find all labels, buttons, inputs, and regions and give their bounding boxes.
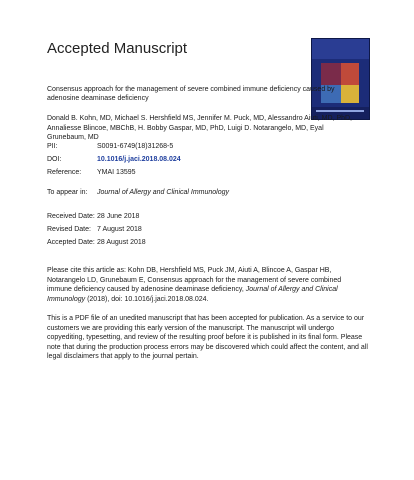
journal-name: Journal of Allergy and Clinical Immunology [97, 189, 230, 196]
cover-journal-logo [320, 44, 360, 54]
revised-label: Revised Date: [47, 226, 91, 233]
disclaimer-paragraph: This is a PDF file of an unedited manuscript that has been accepted for publication. As a service to our customers we are providing this early version of the manuscript. The manuscript will undergo copyediting, typesetting, and review of the resulting proof before it is published in its final form. Please note that during the production process errors may be discovered which could affect the content, and all legal disclaimers that apply to the journal pertain. [47, 315, 368, 360]
appear-label: To appear in: [47, 189, 88, 196]
cover-figure [341, 85, 359, 103]
received-date: 28 June 2018 [97, 213, 140, 220]
citation-paragraph [47, 266, 367, 304]
citation-text: Please cite this article as: Kohn DB, Hershfield MS, Puck JM, Aiuti A, Blincoe A, Gaspar HB, Notarangelo LD, Grunebaum E, Consensus approach for the management of severe combined immune deficiency caused by adenosine deaminase deficiency, [47, 267, 342, 293]
reference-value: YMAI 13595 [97, 169, 136, 176]
author-list: Donald B. Kohn, MD, Michael S. Hershfield MS, Jennifer M. Puck, MD, Alessandro Aiuti, MD, PhD, Annaliesse Blincoe, MBChB, H. Bobby Gaspar, MD, PhD, Luigi D. Notarangelo, MD, Eyal Grunebaum, MD [47, 115, 353, 141]
page-heading: Accepted Manuscript [47, 40, 188, 57]
citation-doi: (2018), doi: 10.1016/j.jaci.2018.08.024. [85, 295, 209, 303]
pii-value: S0091-6749(18)31268-5 [97, 143, 174, 150]
doi-label: DOI: [47, 156, 62, 163]
pii-label: PII: [47, 143, 58, 150]
received-label: Received Date: [47, 213, 95, 220]
article-title: Consensus approach for the management of severe combined immune deficiency caused by adenosine deaminase deficiency [47, 86, 335, 102]
cover-figure [321, 63, 341, 85]
accepted-label: Accepted Date: [47, 239, 95, 246]
revised-date: 7 August 2018 [97, 226, 142, 233]
accepted-date: 28 August 2018 [97, 239, 146, 246]
journal-cover-image [311, 38, 370, 120]
reference-label: Reference: [47, 169, 82, 176]
doi-link[interactable]: 10.1016/j.jaci.2018.08.024 [97, 156, 181, 163]
cover-figure [341, 63, 359, 85]
citation-journal: Journal of Allergy and Clinical Immunology [47, 286, 338, 303]
